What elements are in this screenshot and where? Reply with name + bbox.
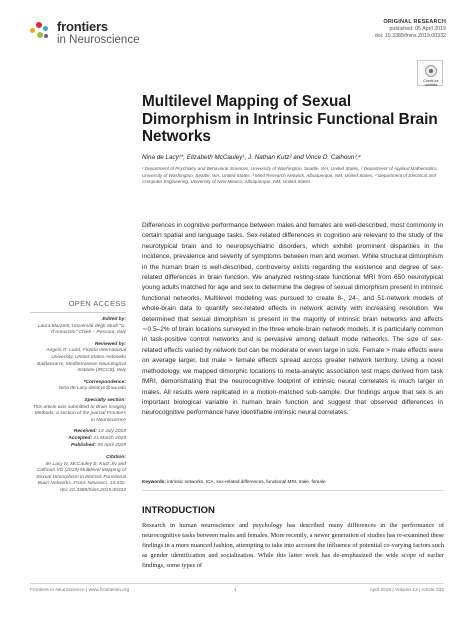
keywords-list: intrinsic networks, ICA, sex-related differences, functional MRI, male, female: [167, 479, 326, 484]
published-date-sidebar: 05 April 2019: [97, 443, 126, 449]
footer-journal[interactable]: Frontiers in Neuroscience | www.frontiersin.org: [30, 588, 130, 593]
edited-by: Edited by: Laura Marzetti, Università degli Studi "G. d'Annunzio" Chieti – Pescara, Italy: [37, 317, 126, 336]
frontiers-logo-icon: [30, 20, 52, 42]
keywords-label: Keywords:: [142, 479, 166, 484]
citation: Citation: de Lacy N, McCauley E, Kutz JN and Calhoun VD (2019) Multilevel Mapping of Sexual Dimorphism in Intrinsic Functional Brain Networks. Front. Neurosci. 13:332. doi: 10.3389/fnins.2019.00332: [36, 455, 126, 493]
reviewed-by: Reviewed by: Angela R. Laird, Florida International University, United States Antonello Baldassarre, Mediterranean Neurological Institute (IRCCS), Italy: [37, 341, 126, 374]
affiliations: ¹ Department of Psychiatry and Behavioral Sciences, University of Washington, Seattle, WA, United States, ² Department of Applied Mathematics, University of Washington, Seattle, WA, United States, ³ Mind Research Network, Albuquerque, NM, United States, ⁴ Department of Electrical and Computer Engineering, University of New Mexico, Albuquerque, NM, United States: [142, 166, 438, 184]
article-type: ORIGINAL RESEARCH: [383, 19, 446, 25]
abstract: Differences in cognitive performance between males and females are well-described, most commonly in certain spatial and language tasks. Sex-related differences in cognition are relevant to the study of the neurotypical brain and to neuropsychiatric disorders, which exhibit prominent disparities in the incidence, prevalence and severity of symptoms between men and women. While structural dimorphism in the human brain is well-described, controversy exists regarding the existence and degree of sex-related differences in brain function. We analyzed resting-state functional MRI from 650 neurotypical young adults matched for age and sex to determine the degree of sexual dimorphism present in intrinsic functional networks. Multilevel modeling was pursued to create 8-, 24-, and 51-network models of whole-brain data to quantify sex-related effects in network activity with increasing resolution. We determined that sexual dimorphism is present in the majority of intrinsic brain networks and affects ∼0.5–2% of brain locations surveyed in the three whole-brain network models. It is particularly common in task-positive control networks and is pervasive among default mode networks. The size of sex-related effects varied by network but can be moderate or even large in size. Female > male effects were on average larger, but male > female effects spread across greater network territory. Using a novel methodology, we mapped dimorphic locations to meta-analytic association test maps derived from task fMRI, demonstrating that the neurocognitive footprint of intrinsic neural correlates is much larger in males. All results were replicated in a motion-matched sub-sample. Our findings argue that sex is an important biological variable in human brain function and suggest that observed differences in neurocognitive performance have identifiable intrinsic neural correlates.: [142, 222, 443, 417]
divider: [142, 490, 444, 491]
article-sidebar: [30, 299, 126, 500]
published-label: Published:: [71, 443, 96, 449]
article-dates: [30, 429, 126, 450]
correspondence: *Correspondence: Nina de Lacy delacyn@uw.edu: [58, 379, 126, 392]
logo-journal-name: in Neuroscience: [57, 34, 140, 46]
introduction-heading: INTRODUCTION: [142, 505, 215, 516]
specialty-section: Specialty section: This article was submitted to Brain Imaging Methods, a section of the journal Frontiers in Neuroscience: [32, 397, 126, 423]
check-for-updates-button[interactable]: [417, 60, 443, 86]
published-date: published: 05 April 2019: [389, 26, 446, 32]
divider: [30, 312, 126, 313]
received-label: Received:: [73, 429, 97, 435]
open-access-label: OPEN ACCESS: [68, 299, 126, 308]
accepted-label: Accepted:: [68, 436, 93, 442]
doi[interactable]: doi: 10.3389/fnins.2019.00332: [374, 33, 446, 39]
crossmark-label: Check for updates: [423, 79, 439, 87]
accepted-date: 21 March 2019: [93, 436, 126, 442]
logo-wordmark: frontiers: [57, 19, 108, 34]
footer-divider: [30, 583, 444, 584]
introduction-text: Research in human neuroscience and psychology has described many differences in the performance of neurocognitive tasks between males and females. More recently, a newer generation of studies has re-examined these findings in a more nuanced fashion, attempting to take into account the influence of potential co-varying factors such as gender identification and socialization. While this latter work has de-emphasized the wide scope of earlier findings, some types of: [142, 522, 444, 569]
article-header-meta: [375, 19, 446, 40]
keywords: [142, 479, 444, 484]
crossmark-icon: [425, 65, 437, 77]
received-date: 14 July 2018: [98, 429, 126, 435]
author-list: Nina de Lacy¹*, Elizabeth McCauley¹, J. Nathan Kutz² and Vince D. Calhoun³,⁴: [142, 154, 361, 161]
article-title: Multilevel Mapping of Sexual Dimorphism in Intrinsic Functional Brain Networks: [142, 93, 438, 145]
journal-logo: [30, 18, 160, 54]
page-number: 1: [234, 588, 237, 593]
footer-issue: April 2019 | Volume 13 | Article 332: [369, 588, 444, 593]
